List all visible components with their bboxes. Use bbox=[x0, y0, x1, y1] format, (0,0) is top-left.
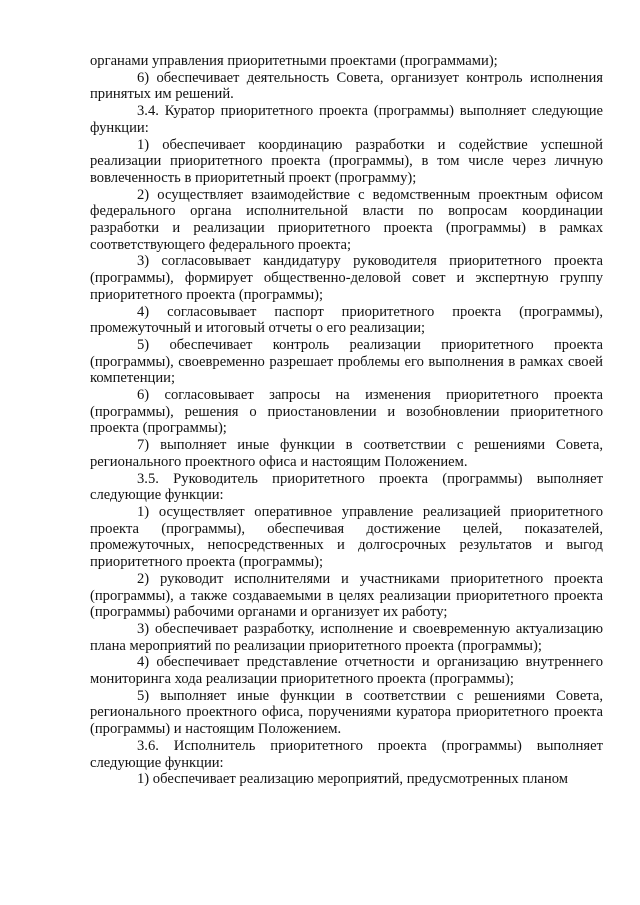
paragraph-item-3-3-6: 6) обеспечивает деятельность Совета, организует контроль исполнения принятых им решений. bbox=[90, 69, 603, 103]
document-body bbox=[90, 53, 603, 788]
paragraph-item-3-4-5: 5) обеспечивает контроль реализации приоритетного проекта (программы), своевременно разрешает проблемы его выполнения в рамках своей компетенции; bbox=[90, 336, 603, 387]
paragraph-item-3-4-3: 3) согласовывает кандидатуру руководителя приоритетного проекта (программы), формирует общественно-деловой совет и экспертную группу приоритетного проекта (программы); bbox=[90, 253, 603, 303]
paragraph-item-3-4-1: 1) обеспечивает координацию разработки и содействие успешной реализации приоритетного проекта (программы), в том числе через личную вовлеченность в приоритетный проект (программу); bbox=[90, 136, 603, 186]
paragraph-continuation: органами управления приоритетными проектами (программами); bbox=[90, 53, 498, 69]
section-heading-3-6: 3.6. Исполнитель приоритетного проекта (программы) выполняет следующие функции: bbox=[90, 737, 603, 771]
paragraph-item-3-4-6: 6) согласовывает запросы на изменения приоритетного проекта (программы), решения о приостановлении и возобновлении приоритетного проекта (программы); bbox=[90, 387, 603, 437]
paragraph-item-3-5-1: 1) осуществляет оперативное управление реализацией приоритетного проекта (программы), обеспечивая достижение целей, показателей, промежуточных, непосредственных и долгосрочных результатов и выгод приоритетного проекта (программы); bbox=[90, 503, 603, 571]
paragraph-item-3-5-5: 5) выполняет иные функции в соответствии с решениями Совета, регионального проектного офиса, поручениями куратора приоритетного проекта (программы) и настоящим Положением. bbox=[90, 687, 603, 738]
paragraph-item-3-4-7: 7) выполняет иные функции в соответствии с решениями Совета, регионального проектного офиса и настоящим Положением. bbox=[90, 437, 603, 470]
paragraph-item-3-4-2: 2) осуществляет взаимодействие с ведомственным проектным офисом федерального органа исполнительной власти по вопросам координации разработки и реализации приоритетного проекта (программы) в рамках соответствующего федерального проекта; bbox=[90, 186, 603, 253]
section-heading-3-5: 3.5. Руководитель приоритетного проекта (программы) выполняет следующие функции: bbox=[90, 470, 603, 504]
paragraph-item-3-5-2: 2) руководит исполнителями и участниками приоритетного проекта (программы), а также создаваемыми в целях реализации приоритетного проекта (программы) рабочими органами и организует их работу; bbox=[90, 570, 603, 621]
paragraph-item-3-6-1: 1) обеспечивает реализацию мероприятий, предусмотренных планом bbox=[137, 771, 568, 788]
section-heading-3-4: 3.4. Куратор приоритетного проекта (программы) выполняет следующие функции: bbox=[90, 103, 603, 136]
paragraph-item-3-4-4: 4) согласовывает паспорт приоритетного проекта (программы), промежуточный и итоговый отчеты о его реализации; bbox=[90, 303, 603, 337]
paragraph-item-3-5-3: 3) обеспечивает разработку, исполнение и своевременную актуализацию плана мероприятий по реализации приоритетного проекта (программы); bbox=[90, 620, 603, 654]
paragraph-item-3-5-4: 4) обеспечивает представление отчетности и организацию внутреннего мониторинга хода реализации приоритетного проекта (программы); bbox=[90, 654, 603, 688]
